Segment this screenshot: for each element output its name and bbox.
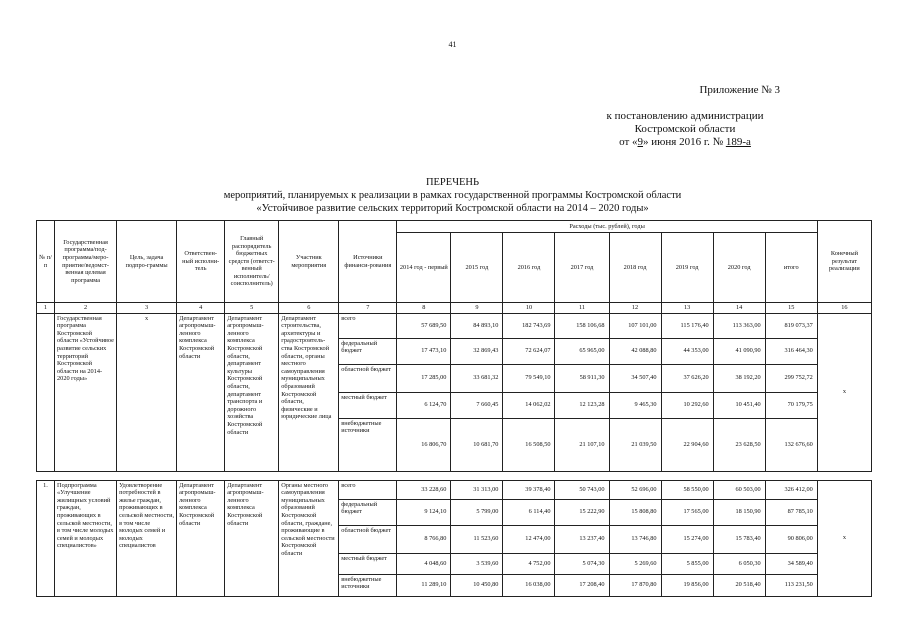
col-number: 12	[609, 303, 661, 314]
value-cell: 11 289,10	[397, 574, 451, 596]
value-cell: 10 451,40	[713, 392, 765, 418]
value-cell: 39 378,40	[503, 480, 555, 499]
header-program: Государственная программа/под-программа/меро-приятие/ведомст-венная целевая программа	[55, 221, 117, 303]
decree-date-prefix: от «	[619, 136, 638, 148]
value-cell: 15 808,80	[609, 499, 661, 525]
col-number: 3	[117, 303, 177, 314]
value-cell: 11 523,60	[451, 525, 503, 553]
value-cell: 16 038,00	[503, 574, 555, 596]
value-cell: 72 624,07	[503, 338, 555, 364]
col-number: 15	[765, 303, 817, 314]
block-num	[37, 313, 55, 471]
source-label: внебюджетные источники	[339, 574, 397, 596]
col-number: 9	[451, 303, 503, 314]
value-cell: 12 474,00	[503, 525, 555, 553]
value-cell: 21 107,10	[555, 418, 609, 471]
block-manager: Департамент агропромыш-ленного комплекса Костромской области	[225, 480, 279, 596]
value-cell: 10 681,70	[451, 418, 503, 471]
col-number: 16	[817, 303, 871, 314]
value-cell: 37 626,20	[661, 364, 713, 392]
col-number: 14	[713, 303, 765, 314]
table-gap	[37, 471, 872, 480]
value-cell: 84 893,10	[451, 313, 503, 338]
header-participant: Участник мероприятия	[279, 221, 339, 303]
col-number: 1	[37, 303, 55, 314]
source-label: федеральный бюджет	[339, 499, 397, 525]
value-cell: 14 062,02	[503, 392, 555, 418]
col-number: 11	[555, 303, 609, 314]
value-cell: 113 363,00	[713, 313, 765, 338]
value-cell: 32 869,43	[451, 338, 503, 364]
source-label: областной бюджет	[339, 364, 397, 392]
header-executor: Ответствен-ный исполни-тель	[177, 221, 225, 303]
value-cell: 8 766,80	[397, 525, 451, 553]
decree-date-mid: » июня 2016 г. №	[643, 136, 726, 148]
value-cell: 52 696,00	[609, 480, 661, 499]
source-label: местный бюджет	[339, 553, 397, 574]
source-label: местный бюджет	[339, 392, 397, 418]
title-line-1: мероприятий, планируемых к реализации в рамках государственной программы Костромской области	[223, 190, 682, 201]
block-goal: Удовлетворение потребностей в жилье граждан, проживающих в сельской местности, в том числе молодых семей и молодых специалистов	[117, 480, 177, 596]
block-participant: Органы местного самоуправления муниципальных образований Костромской области, граждане, проживающие в сельской местности Костромской области	[279, 480, 339, 596]
page-number: 41	[448, 40, 457, 49]
value-cell: 6 050,30	[713, 553, 765, 574]
header-year: 2014 год - первый	[397, 233, 451, 303]
value-cell: 22 904,60	[661, 418, 713, 471]
header-year: 2018 год	[609, 233, 661, 303]
value-cell: 34 507,40	[609, 364, 661, 392]
value-cell: 19 856,00	[661, 574, 713, 596]
value-cell: 33 228,60	[397, 480, 451, 499]
measures-table	[36, 220, 872, 597]
block-executor: Департамент агропромыш-ленного комплекса Костромской области	[177, 313, 225, 471]
value-cell: 34 589,40	[765, 553, 817, 574]
value-cell: 6 114,40	[503, 499, 555, 525]
value-cell: 10 450,80	[451, 574, 503, 596]
value-cell: 113 231,50	[765, 574, 817, 596]
value-cell: 326 412,00	[765, 480, 817, 499]
decree-number: 189-а	[725, 136, 751, 148]
block-goal: х	[117, 313, 177, 471]
header-row-1	[37, 221, 872, 233]
source-label: областной бюджет	[339, 525, 397, 553]
value-cell: 33 681,32	[451, 364, 503, 392]
value-cell: 65 965,00	[555, 338, 609, 364]
header-sources: Источники финанси-рования	[339, 221, 397, 303]
value-cell: 17 473,10	[397, 338, 451, 364]
block-program: Подпрограмма «Улучшение жилищных условий граждан, проживающих в сельской местности, в том числе молодых семей и молодых специалистов»	[55, 480, 117, 596]
header-manager: Главный распорядитель бюджетных средств (ответст-венный исполнитель/ соисполнитель)	[225, 221, 279, 303]
value-cell: 38 192,20	[713, 364, 765, 392]
decree-day: 9	[637, 136, 644, 148]
document-title	[0, 176, 905, 215]
col-number: 7	[339, 303, 397, 314]
value-cell: 17 870,80	[609, 574, 661, 596]
value-cell: 60 503,00	[713, 480, 765, 499]
value-cell: 57 689,50	[397, 313, 451, 338]
block-participant: Департамент строительства, архитектуры и градостроитель-ства Костромской области, органы местного самоуправления муниципальных образований Костромской области, физические и юридические лица	[279, 313, 339, 471]
block-result: х	[817, 480, 871, 596]
value-cell: 15 274,00	[661, 525, 713, 553]
value-cell: 16 806,70	[397, 418, 451, 471]
appendix-label: Приложение № 3	[699, 84, 780, 96]
header-goal: Цель, задача подпро-граммы	[117, 221, 177, 303]
value-cell: 44 353,00	[661, 338, 713, 364]
value-cell: 90 806,00	[765, 525, 817, 553]
header-year: 2015 год	[451, 233, 503, 303]
value-cell: 13 746,80	[609, 525, 661, 553]
block-executor: Департамент агропромыш-ленного комплекса Костромской области	[177, 480, 225, 596]
value-cell: 13 237,40	[555, 525, 609, 553]
value-cell: 21 039,50	[609, 418, 661, 471]
column-number-row	[37, 303, 872, 314]
source-label: всего	[339, 313, 397, 338]
value-cell: 115 176,40	[661, 313, 713, 338]
value-cell: 70 179,75	[765, 392, 817, 418]
value-cell: 31 313,00	[451, 480, 503, 499]
col-number: 2	[55, 303, 117, 314]
value-cell: 79 549,10	[503, 364, 555, 392]
gap-cell	[37, 471, 872, 480]
header-year: 2019 год	[661, 233, 713, 303]
value-cell: 299 752,72	[765, 364, 817, 392]
value-cell: 58 550,00	[661, 480, 713, 499]
value-cell: 158 106,68	[555, 313, 609, 338]
value-cell: 5 269,60	[609, 553, 661, 574]
col-number: 13	[661, 303, 713, 314]
value-cell: 819 073,37	[765, 313, 817, 338]
value-cell: 87 785,10	[765, 499, 817, 525]
value-cell: 132 676,60	[765, 418, 817, 471]
value-cell: 17 208,40	[555, 574, 609, 596]
value-cell: 17 285,00	[397, 364, 451, 392]
value-cell: 41 090,90	[713, 338, 765, 364]
table-row	[37, 480, 872, 499]
value-cell: 5 074,30	[555, 553, 609, 574]
block-result: х	[817, 313, 871, 471]
value-cell: 3 539,60	[451, 553, 503, 574]
title-line-2: «Устойчивое развитие сельских территорий Костромской области на 2014 – 2020 годы»	[256, 203, 649, 214]
value-cell: 9 465,30	[609, 392, 661, 418]
block-program: Государственная программа Костромской области «Устойчивое развитие сельских территорий Костромской области на 2014-2020 годы»	[55, 313, 117, 471]
col-number: 4	[177, 303, 225, 314]
value-cell: 316 464,30	[765, 338, 817, 364]
decree-line-1: к постановлению администрации	[606, 110, 764, 122]
source-label: всего	[339, 480, 397, 499]
value-cell: 16 508,50	[503, 418, 555, 471]
value-cell: 42 088,80	[609, 338, 661, 364]
header-year: 2016 год	[503, 233, 555, 303]
col-number: 6	[279, 303, 339, 314]
header-expenses: Расходы (тыс. рублей), годы	[397, 221, 817, 233]
value-cell: 9 124,10	[397, 499, 451, 525]
col-number: 10	[503, 303, 555, 314]
header-year: 2020 год	[713, 233, 765, 303]
value-cell: 4 048,60	[397, 553, 451, 574]
value-cell: 5 799,00	[451, 499, 503, 525]
value-cell: 10 292,60	[661, 392, 713, 418]
value-cell: 18 150,90	[713, 499, 765, 525]
value-cell: 182 743,69	[503, 313, 555, 338]
decree-date	[560, 136, 810, 149]
table-row	[37, 313, 872, 338]
value-cell: 107 101,00	[609, 313, 661, 338]
value-cell: 15 222,90	[555, 499, 609, 525]
value-cell: 12 123,28	[555, 392, 609, 418]
value-cell: 4 752,00	[503, 553, 555, 574]
title-heading: ПЕРЕЧЕНЬ	[425, 177, 480, 188]
value-cell: 6 124,70	[397, 392, 451, 418]
value-cell: 17 565,00	[661, 499, 713, 525]
value-cell: 23 628,50	[713, 418, 765, 471]
header-year: 2017 год	[555, 233, 609, 303]
value-cell: 5 855,00	[661, 553, 713, 574]
col-number: 8	[397, 303, 451, 314]
block-manager: Департамент агропромыш-ленного комплекса Костромской области, департамент культуры Костромской области, департамент транспорта и дорожного хозяйства Костромской области	[225, 313, 279, 471]
value-cell: 50 743,00	[555, 480, 609, 499]
block-num: 1.	[37, 480, 55, 596]
decree-line-2: Костромской области	[634, 123, 736, 135]
col-number: 5	[225, 303, 279, 314]
value-cell: 58 911,30	[555, 364, 609, 392]
header-result: Конечный результат реализации	[817, 221, 871, 303]
value-cell: 15 783,40	[713, 525, 765, 553]
value-cell: 20 518,40	[713, 574, 765, 596]
header-num: № п/п	[37, 221, 55, 303]
value-cell: 7 660,45	[451, 392, 503, 418]
header-total: итого	[765, 233, 817, 303]
decree-reference	[560, 110, 810, 149]
source-label: федеральный бюджет	[339, 338, 397, 364]
source-label: внебюджетные источники	[339, 418, 397, 471]
